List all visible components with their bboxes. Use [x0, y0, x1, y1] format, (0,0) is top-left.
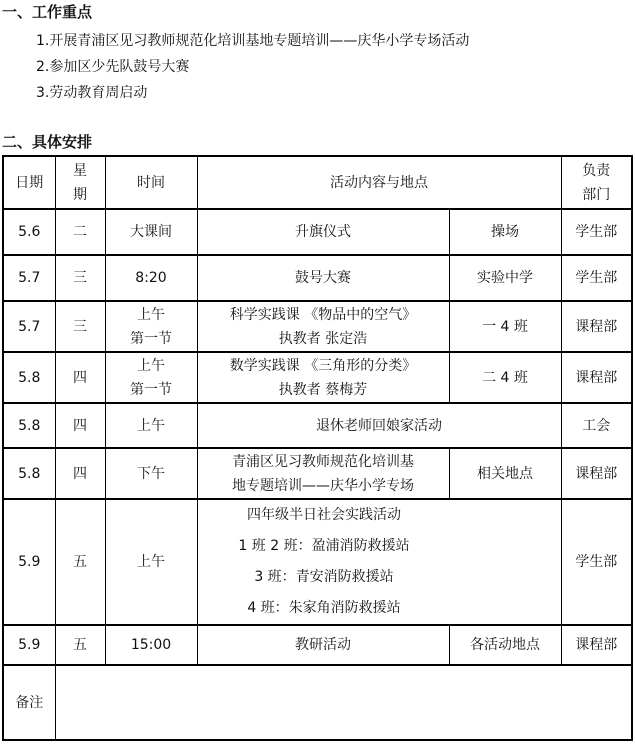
remark-content [55, 665, 632, 740]
cell-date: 5.9 [3, 499, 55, 625]
cell-place: 实验中学 [449, 255, 561, 301]
work-focus-item: 2.参加区少先队鼓号大赛 [36, 59, 190, 75]
cell-date: 5.8 [3, 448, 55, 499]
work-focus-list [36, 28, 469, 106]
header-time: 时间 [105, 156, 197, 209]
cell-dept: 课程部 [561, 625, 632, 665]
cell-place: 各活动地点 [449, 625, 561, 665]
cell-time: 上午 第一节 [105, 301, 197, 352]
table-row [3, 448, 632, 499]
cell-content: 教研活动 [197, 625, 449, 665]
cell-place: 二 4 班 [449, 352, 561, 403]
cell-weekday: 四 [55, 352, 105, 403]
cell-time: 上午 [105, 403, 197, 448]
cell-weekday: 三 [55, 255, 105, 301]
table-row [3, 352, 632, 403]
cell-date: 5.8 [3, 352, 55, 403]
header-content: 活动内容与地点 [197, 156, 561, 209]
table-row [3, 209, 632, 255]
cell-dept: 学生部 [561, 255, 632, 301]
cell-weekday: 五 [55, 625, 105, 665]
table-row [3, 625, 632, 665]
cell-weekday: 三 [55, 301, 105, 352]
cell-dept: 课程部 [561, 301, 632, 352]
header-dept: 负责 部门 [561, 156, 632, 209]
cell-dept: 学生部 [561, 209, 632, 255]
cell-content: 升旗仪式 [197, 209, 449, 255]
cell-place: 相关地点 [449, 448, 561, 499]
cell-time: 大课间 [105, 209, 197, 255]
cell-date: 5.9 [3, 625, 55, 665]
cell-weekday: 四 [55, 403, 105, 448]
schedule-table [2, 155, 633, 741]
cell-content: 退休老师回娘家活动 [197, 403, 561, 448]
cell-content: 青浦区见习教师规范化培训基 地专题培训——庆华小学专场 [197, 448, 449, 499]
cell-date: 5.8 [3, 403, 55, 448]
cell-place: 一 4 班 [449, 301, 561, 352]
section-title-schedule: 二、具体安排 [2, 133, 93, 151]
cell-content: 四年级半日社会实践活动 1 班 2 班：盈浦消防救援站 3 班：青安消防救援站 4 班：朱家角消防救援站 [197, 499, 561, 625]
cell-content: 数学实践课 《三角形的分类》 执教者 蔡梅芳 [197, 352, 449, 403]
cell-dept: 工会 [561, 403, 632, 448]
table-row [3, 403, 632, 448]
cell-time: 8:20 [105, 255, 197, 301]
cell-dept: 学生部 [561, 499, 632, 625]
work-focus-item: 1.开展青浦区见习教师规范化培训基地专题培训——庆华小学专场活动 [36, 33, 470, 49]
section-title-work-focus: 一、工作重点 [2, 3, 93, 21]
cell-weekday: 四 [55, 448, 105, 499]
remark-label: 备注 [3, 665, 55, 740]
header-weekday: 星 期 [55, 156, 105, 209]
table-row [3, 301, 632, 352]
cell-weekday: 二 [55, 209, 105, 255]
table-row [3, 499, 632, 625]
table-header-row [3, 156, 632, 209]
cell-place: 操场 [449, 209, 561, 255]
cell-date: 5.7 [3, 301, 55, 352]
cell-time: 上午 第一节 [105, 352, 197, 403]
cell-content: 科学实践课 《物品中的空气》 执教者 张定浩 [197, 301, 449, 352]
table-row [3, 255, 632, 301]
cell-dept: 课程部 [561, 352, 632, 403]
cell-date: 5.6 [3, 209, 55, 255]
cell-date: 5.7 [3, 255, 55, 301]
cell-time: 下午 [105, 448, 197, 499]
header-date: 日期 [3, 156, 55, 209]
cell-weekday: 五 [55, 499, 105, 625]
cell-time: 上午 [105, 499, 197, 625]
cell-time: 15:00 [105, 625, 197, 665]
table-remark-row [3, 665, 632, 740]
work-focus-item: 3.劳动教育周启动 [36, 85, 148, 101]
cell-content: 鼓号大赛 [197, 255, 449, 301]
cell-dept: 课程部 [561, 448, 632, 499]
